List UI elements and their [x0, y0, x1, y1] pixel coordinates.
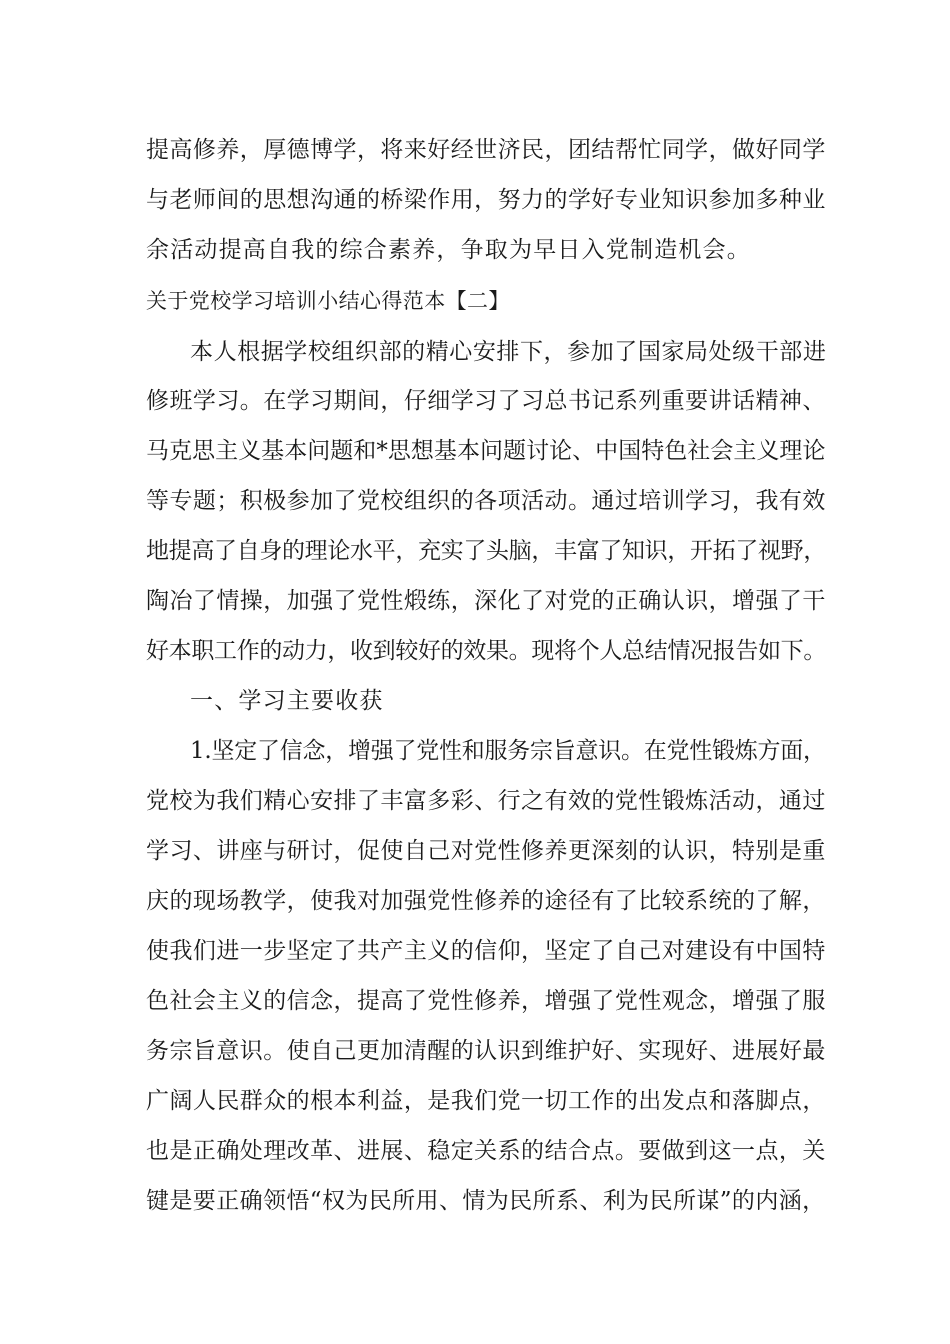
paragraph-line: 好本职工作的动力，收到较好的效果。现将个人总结情况报告如下。 [146, 638, 827, 664]
paragraph-line: 与老师间的思想沟通的桥梁作用，努力的学好专业知识参加多种业 [146, 187, 826, 213]
paragraph-line: 等专题；积极参加了党校组织的各项活动。通过培训学习，我有效 [146, 488, 826, 514]
paragraph-line: 庆的现场教学，使我对加强党性修养的途径有了比较系统的了解， [146, 888, 826, 914]
paragraph-line: 修班学习。在学习期间，仔细学习了习总书记系列重要讲话精神、 [146, 388, 826, 414]
paragraph-line: 学习、讲座与研讨，促使自己对党性修养更深刻的认识，特别是重 [146, 838, 826, 864]
paragraph-line: 1.坚定了信念，增强了党性和服务宗旨意识。在党性锻炼方面， [190, 738, 826, 764]
paragraph-line: 色社会主义的信念，提高了党性修养，增强了党性观念，增强了服 [146, 988, 826, 1014]
paragraph-line: 本人根据学校组织部的精心安排下，参加了国家局处级干部进 [190, 339, 827, 365]
paragraph-line: 键是要正确领悟“权为民所用、情为民所系、利为民所谋”的内涵， [146, 1188, 826, 1214]
paragraph-line: 马克思主义基本问题和*思想基本问题讨论、中国特色社会主义理论 [146, 438, 826, 464]
paragraph-line: 地提高了自身的理论水平，充实了头脑，丰富了知识，开拓了视野， [146, 538, 827, 564]
paragraph-line: 广阔人民群众的根本利益，是我们党一切工作的出发点和落脚点， [146, 1088, 826, 1114]
paragraph-line: 提高修养，厚德博学，将来好经世济民，团结帮忙同学，做好同学 [146, 137, 826, 163]
paragraph-line: 使我们进一步坚定了共产主义的信仰，坚定了自己对建设有中国特 [146, 938, 826, 964]
paragraph-line: 也是正确处理改革、进展、稳定关系的结合点。要做到这一点，关 [146, 1138, 826, 1164]
section-heading: 关于党校学习培训小结心得范本【二】 [146, 289, 510, 313]
subsection-heading: 一、学习主要收获 [190, 688, 384, 714]
paragraph-line: 务宗旨意识。使自己更加清醒的认识到维护好、实现好、进展好最 [146, 1038, 826, 1064]
paragraph-line: 余活动提高自我的综合素养，争取为早日入党制造机会。 [146, 237, 751, 263]
paragraph-line: 陶冶了情操，加强了党性煅练，深化了对党的正确认识，增强了干 [146, 588, 826, 614]
paragraph-line: 党校为我们精心安排了丰富多彩、行之有效的党性锻炼活动，通过 [146, 788, 826, 814]
